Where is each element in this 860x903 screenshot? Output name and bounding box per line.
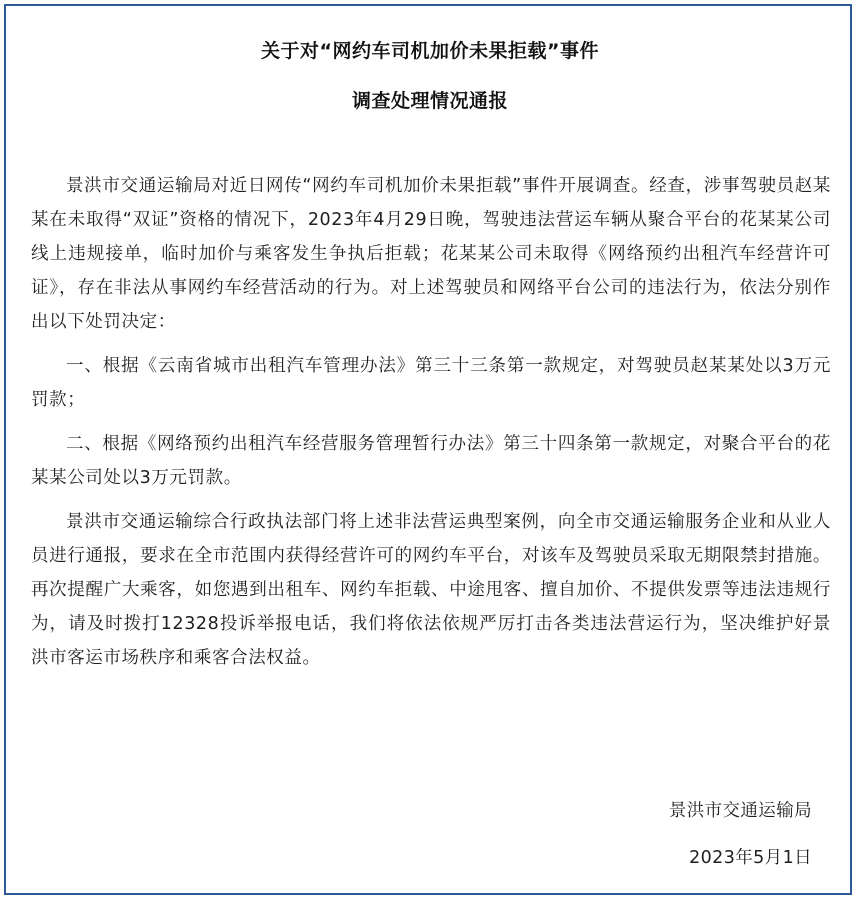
document-body	[31, 169, 831, 685]
document-title-line1: 关于对“网约车司机加价未果拒载”事件	[261, 40, 599, 62]
signature-organization: 景洪市交通运输局	[668, 801, 812, 821]
document-title-line2: 调查处理情况通报	[351, 90, 508, 112]
paragraph-investigation: 景洪市交通运输局对近日网传“网约车司机加价未果拒载”事件开展调查。经查，涉事驾驶员赵某某在未取得“双证”资格的情况下，2023年4月29日晚，驾驶违法营运车辆从聚合平台的花某某公司线上违规接单，临时加价与乘客发生争执后拒载；花某某公司未取得《网络预约出租汽车经营许可证》，存在非法从事网约车经营活动的行为。对上述驾驶员和网络平台公司的违法行为，依法分别作出以下处罚决定：	[31, 176, 831, 332]
signature-date: 2023年5月1日	[689, 848, 812, 868]
paragraph-notice: 景洪市交通运输综合行政执法部门将上述非法营运典型案例，向全市交通运输服务企业和从业人员进行通报，要求在全市范围内获得经营许可的网约车平台，对该车及驾驶员采取无期限禁封措施。再次提醒广大乘客，如您遇到出租车、网约车拒载、中途甩客、擅自加价、不提供发票等违法违规行为，请及时拨打12328投诉举报电话，我们将依法依规严厉打击各类违法营运行为，坚决维护好景洪市客运市场秩序和乘客合法权益。	[31, 512, 831, 668]
paragraph-penalty-company: 二、根据《网络预约出租汽车经营服务管理暂行办法》第三十四条第一款规定，对聚合平台的花某某公司处以3万元罚款。	[31, 434, 831, 488]
paragraph-penalty-driver: 一、根据《云南省城市出租汽车管理办法》第三十三条第一款规定，对驾驶员赵某某处以3万元罚款；	[31, 356, 831, 410]
